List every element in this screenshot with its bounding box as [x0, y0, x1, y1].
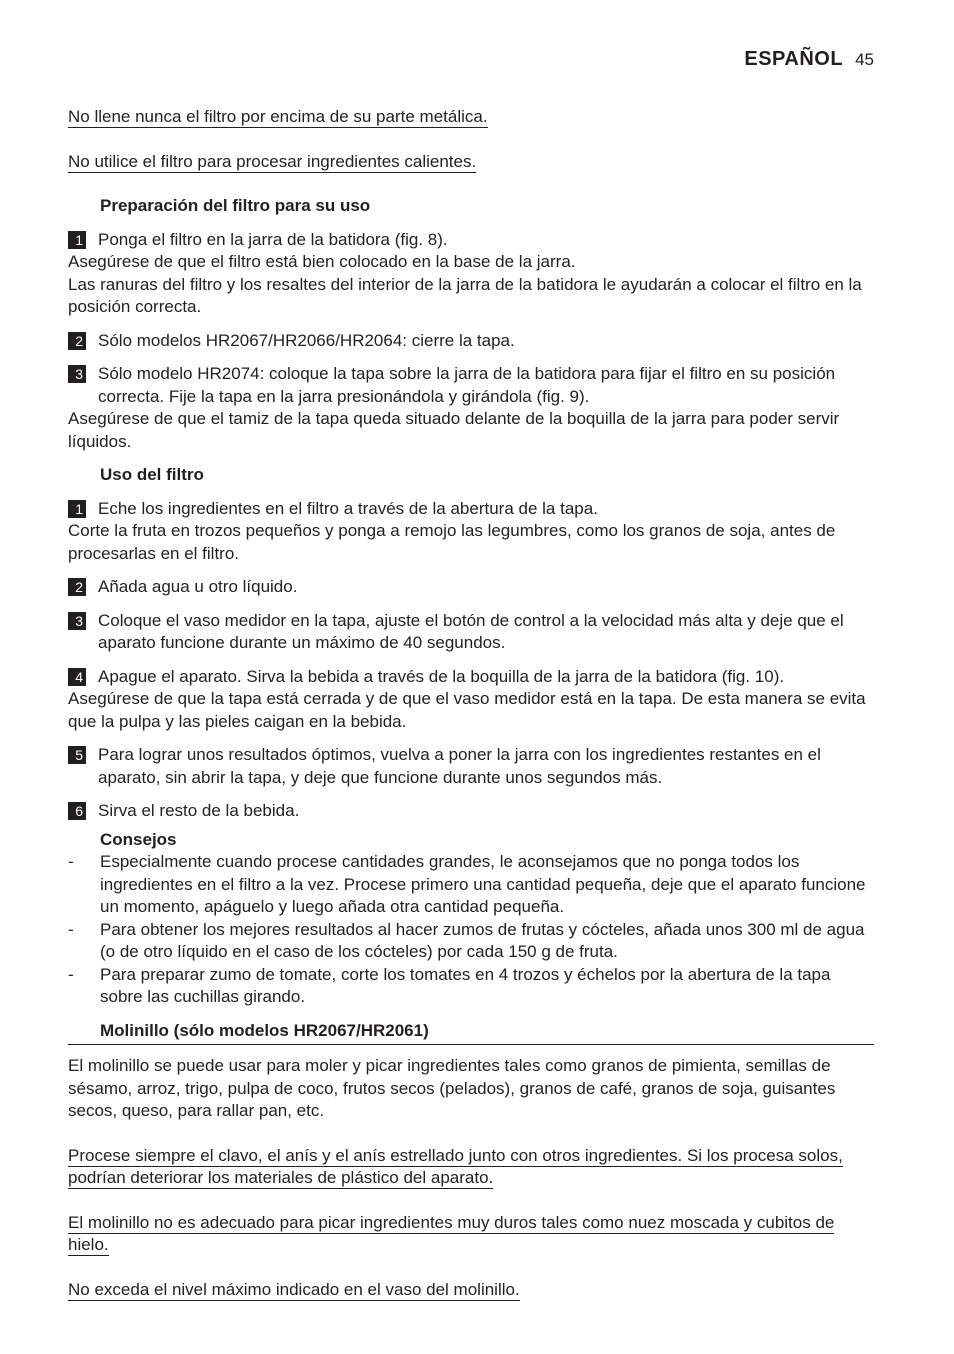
step-number: 4 — [68, 668, 86, 686]
step-item — [68, 576, 874, 599]
step-item — [68, 666, 874, 689]
step-text: Añada agua u otro líquido. — [98, 577, 298, 596]
step-note: Corte la fruta en trozos pequeños y ponga a remojo las legumbres, como los granos de soja, antes de procesarlas en el filtro. — [68, 521, 836, 563]
warning-text: El molinillo no es adecuado para picar ingredientes muy duros tales como nuez moscada y cubitos de hielo. — [68, 1212, 835, 1254]
step-number: 2 — [68, 332, 86, 350]
list-item: - Para preparar zumo de tomate, corte los tomates en 4 trozos y échelos por la abertura de la tapa sobre las cuchillas girando. — [68, 964, 831, 1006]
step-note: Asegúrese de que la tapa está cerrada y de que el vaso medidor está en la tapa. De esta manera se evita que la pulpa y las pieles caigan en la bebida. — [68, 689, 866, 731]
step-note: Las ranuras del filtro y los resaltes del interior de la jarra de la batidora le ayudarán a colocar el filtro en la posición correcta. — [68, 274, 862, 316]
section-heading-use: Uso del filtro — [100, 465, 204, 484]
step-number: 6 — [68, 802, 86, 820]
step-number: 1 — [68, 231, 86, 249]
step-text: Para lograr unos resultados óptimos, vuelva a poner la jarra con los ingredientes restantes en el aparato, sin abrir la tapa, y deje que funcione durante unos segundos más. — [98, 745, 821, 787]
step-text: Apague el aparato. Sirva la bebida a través de la boquilla de la jarra de la batidora (fig. 10). — [98, 666, 785, 686]
step-item — [68, 800, 874, 823]
step-text: Eche los ingredientes en el filtro a través de la abertura de la tapa. — [98, 498, 598, 518]
page-number: 45 — [855, 50, 874, 69]
step-text: Sólo modelo HR2074: coloque la tapa sobre la jarra de la batidora para fijar el filtro en su posición correcta. Fije la tapa en la jarra presionándola y girándola (fig. 9). — [98, 364, 836, 406]
step-item — [68, 363, 874, 408]
step-number: 2 — [68, 578, 86, 596]
warning-text: No exceda el nivel máximo indicado en el vaso del molinillo. — [68, 1279, 520, 1299]
mill-intro: El molinillo se puede usar para moler y picar ingredientes tales como granos de pimienta, semillas de sésamo, arroz, trigo, pulpa de coco, frutos secos (pelados), granos de café, granos de soja, guisantes secos, queso, para rallar pan, etc. — [68, 1056, 836, 1120]
step-text: Ponga el filtro en la jarra de la batidora (fig. 8). — [98, 229, 448, 249]
language-label: ESPAÑOL — [744, 48, 844, 70]
step-item — [68, 229, 874, 252]
warning-text: No utilice el filtro para procesar ingredientes calientes. — [68, 151, 477, 171]
section-heading-prep: Preparación del filtro para su uso — [100, 196, 371, 215]
list-item: - Especialmente cuando procese cantidades grandes, le aconsejamos que no ponga todos los ingredientes en el filtro a la vez. Procese primero una cantidad pequeña, deje que el aparato funcione un momento, apáguelo y luego añada otra cantidad pequeña. — [68, 852, 866, 916]
step-number: 3 — [68, 612, 86, 630]
tips-list — [68, 851, 874, 1009]
step-item — [68, 610, 874, 655]
warning-text: Procese siempre el clavo, el anís y el anís estrellado junto con otros ingredientes. Si los procesa solos, podrían deteriorar los materiales de plástico del aparato. — [68, 1145, 843, 1187]
step-note: Asegúrese de que el filtro está bien colocado en la base de la jarra. — [68, 252, 576, 271]
step-text: Sirva el resto de la bebida. — [98, 801, 300, 820]
section-heading-mill: Molinillo (sólo modelos HR2067/HR2061) — [68, 1020, 874, 1046]
page-content — [68, 106, 874, 1301]
step-item — [68, 330, 874, 353]
step-number: 1 — [68, 500, 86, 518]
list-item: - Para obtener los mejores resultados al hacer zumos de frutas y cócteles, añada unos 300 ml de agua (o de otro líquido en el caso de los cócteles) por cada 150 g de fruta. — [68, 919, 865, 961]
warning-text: No llene nunca el filtro por encima de su parte metálica. — [68, 107, 488, 126]
step-item — [68, 744, 874, 789]
step-number: 3 — [68, 365, 86, 383]
step-note: Asegúrese de que el tamiz de la tapa queda situado delante de la boquilla de la jarra para poder servir líquidos. — [68, 409, 840, 451]
section-heading-tips: Consejos — [100, 829, 177, 849]
step-text: Sólo modelos HR2067/HR2066/HR2064: cierre la tapa. — [98, 330, 515, 350]
step-item — [68, 498, 874, 521]
page-header — [744, 48, 874, 71]
step-text: Coloque el vaso medidor en la tapa, ajuste el botón de control a la velocidad más alta y deje que el aparato funcione durante un máximo de 40 segundos. — [98, 610, 844, 652]
step-number: 5 — [68, 746, 86, 764]
